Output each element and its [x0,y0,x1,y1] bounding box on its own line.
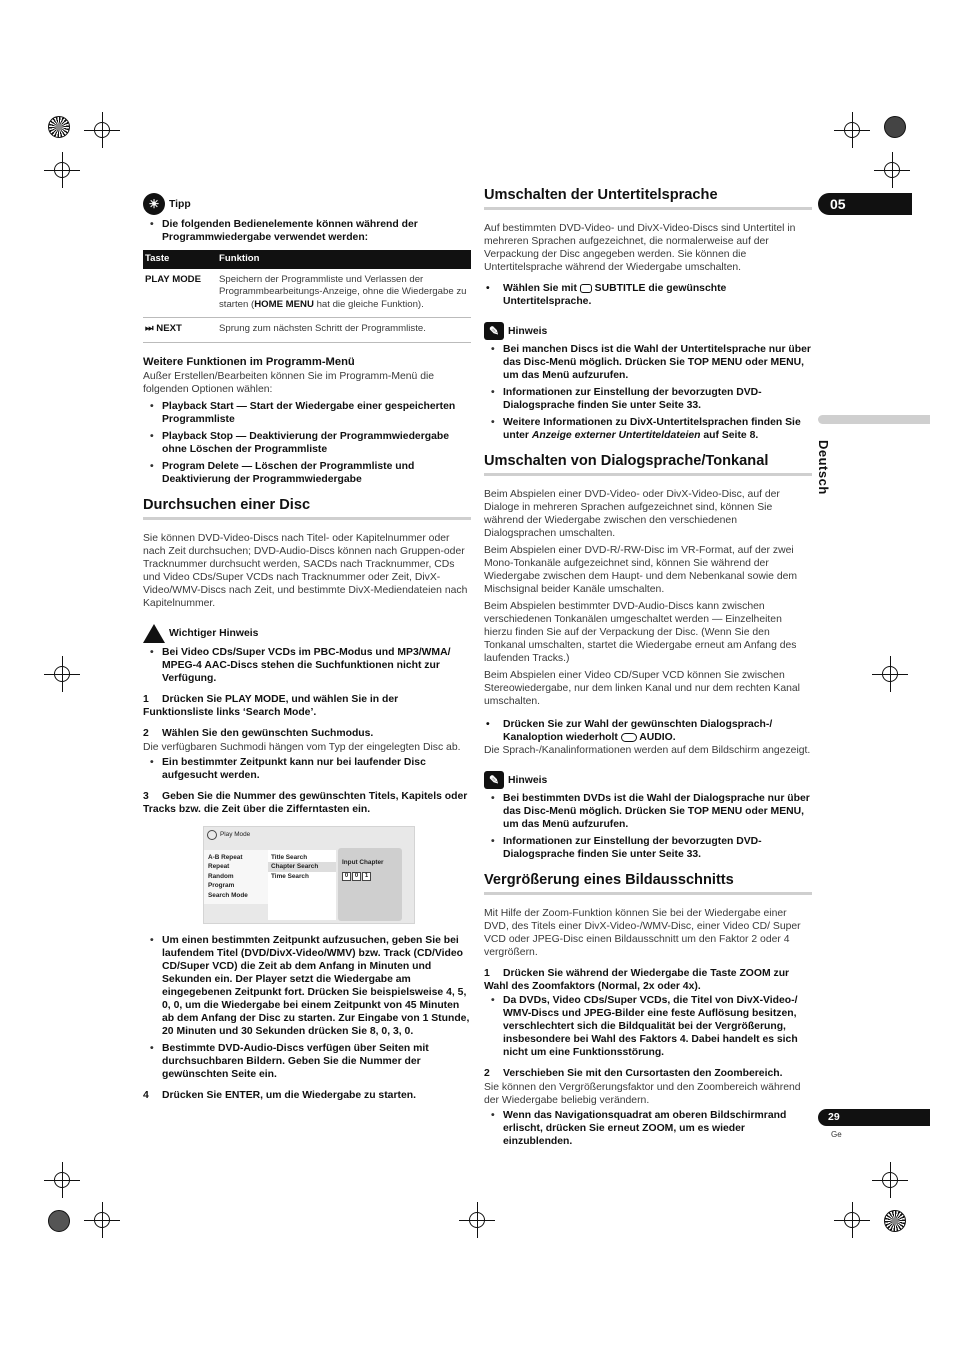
screen-title: Play Mode [207,830,250,840]
paragraph: Sie können den Vergrößerungsfaktor und den Zoombereich während der Wiedergabe beliebig verändern. [484,1082,801,1106]
list-item: • Bei manchen Discs ist die Wahl der Untertitelsprache nur über das Disc-Menü möglich. Drücken Sie TOP MENU oder MENU, um das Menü aufzurufen. [484,343,812,382]
language-tab-bar [818,415,930,424]
list-item: • Weitere Informationen zu DivX-Untertitelsprachen finden Sie unter Anzeige externer Untertiteldateien auf Seite 8. [484,416,812,442]
paragraph: Beim Abspielen einer DVD-Video- oder DivX-Video-Disc, auf der Dialoge in mehreren Sprachen aufgezeichnet sind, können Sie während der Wiedergabe zwischen den verschiedenen Dialogsprachen umschalten. [484,489,780,539]
digit-box: 0 [352,872,361,881]
registration-rosette [884,116,906,138]
digit-box: 0 [342,872,351,881]
crop-mark-bottom-center [459,1202,495,1238]
page-language-code: Ge [831,1130,842,1139]
step-2: 2 Wählen Sie den gewünschten Suchmodus. [143,727,374,739]
paragraph: Beim Abspielen bestimmter DVD-Audio-Discs kann zwischen verschiedenen Tonkanälen umgeschaltet werden — Einzelheiten hierzu finden Sie auf der Verpackung der Disc. (Wenn Sie den Tonkanal umschalten, startet die Wiedergabe erneut am Anfang des laufenden Tracks.) [484,601,797,664]
tip-list [143,218,471,244]
crop-mark-top-left-2 [44,152,80,188]
menu-item: A-B Repeat [208,853,243,861]
menu-item: Program [208,882,235,889]
play-mode-screen [203,826,415,924]
note-label: Hinweis [508,774,548,786]
screen-submenu [268,850,336,920]
audio-icon [621,733,637,742]
section-subheading: Weitere Funktionen im Programm-Menü [143,355,355,368]
table-row [143,318,471,343]
note-list [484,343,812,442]
instruction: • Drücken Sie zur Wahl der gewünschten Dialogsprach-/ Kanaloption wiederholt AUDIO. [484,718,812,744]
section-heading: Vergrößerung eines Bildausschnitts [484,871,812,895]
list-item: • Bei Video CDs/Super VCDs im PBC-Modus und MP3/WMA/ MPEG-4 AAC-Discs stehen die Suchfunktionen nicht zur Verfügung. [143,646,471,685]
list-item: • Program Delete — Löschen der Programmliste und Deaktivierung der Programmwiedergabe [143,460,471,486]
submenu-item-selected: Chapter Search [268,862,336,872]
table-function: Speichern der Programmliste und Verlassen der Programmbearbeitungs-Anzeige, ohne die Wiedergabe zu starten (HOME MENU hat die gleiche Funktion). [217,269,471,318]
crop-mark-top-right [834,112,870,148]
screen-menu [204,850,268,904]
pencil-icon: ✎ [484,322,504,340]
paragraph: Sie können DVD-Video-Discs nach Titel- oder Kapitelnummer oder nach Zeit durchsuchen; DVD-Audio-Discs können nach Gruppen-oder Tracknummer durchsucht werden, SACDs nach Tracknummer, CDs und Video CDs/Super VCDs nach Tracknummer oder Zeit, DivX-Video/WMV-Discs nach Zeit, und bestimmte DivX-Mediendateien nach Kapitelnummer. [143,532,468,609]
list-item: • Um einen bestimmten Zeitpunkt aufzusuchen, geben Sie bei laufendem Titel (DVD/DivX-Video/WMV) bzw. Track (CD/Video CD/Super VCD) die Zeit ab dem Anfang in Minuten und Sekunden ein. Der Player setzt die Wiedergabe am eingegebenen Zeitpunkt fort. Drücken Sie beispielsweise 4, 5, 0, 0, um die Wiedergabe bei einem Zeitpunkt von 45 Minuten ab dem Anfang der Disc zu starten. Zur Eingabe von 1 Stunde, 20 Minuten und 30 Sekunden drücken Sie 8, 0, 3, 0. [143,934,471,1038]
crop-mark-bottom-right-2 [872,1162,908,1198]
left-column [143,193,471,1103]
controls-table [143,250,471,343]
registration-rosette [884,1210,906,1232]
paragraph: Die verfügbaren Suchmodi hängen vom Typ der eingelegten Disc ab. [143,741,461,753]
note-heading [484,771,812,789]
crop-mark-top-right-2 [874,152,910,188]
crop-mark-top-left [84,112,120,148]
crop-mark-bottom-left [44,1162,80,1198]
paragraph: Die Sprach-/Kanalinformationen werden auf dem Bildschirm angezeigt. [484,745,811,756]
list-item: • Informationen zur Einstellung der bevorzugten DVD-Dialogsprache finden Sie unter Seite 33. [484,386,812,412]
paragraph: Beim Abspielen einer Video CD/Super VCD können Sie zwischen Stereowiedergabe, nur dem linken Kanal und nur dem rechten Kanal umschalten. [484,670,800,707]
table-key: ⏭ NEXT [143,318,217,343]
note-list [484,792,812,861]
language-label: Deutsch [816,440,831,495]
search-notes [143,934,471,1081]
tip-heading [143,193,471,215]
table-key: PLAY MODE [143,269,217,318]
table-header-key: Taste [143,250,217,269]
list-item: • Playback Stop — Deaktivierung der Programmwiedergabe ohne Löschen der Programmliste [143,430,471,456]
digit-box: 1 [362,872,371,881]
submenu-item: Time Search [271,872,309,880]
section-heading: Durchsuchen einer Disc [143,496,471,520]
tip-intro: • Die folgenden Bedienelemente können während der Programmwiedergabe verwendet werden: [143,218,471,244]
menu-item: Random [208,872,234,880]
list-item: • Playback Start — Start der Wiedergabe einer gespeicherten Programmliste [143,400,471,426]
table-header-function: Funktion [217,250,471,269]
step-4: 4 Drücken Sie ENTER, um die Wiedergabe zu starten. [143,1089,416,1101]
step-2-list [143,756,471,782]
page-number: 29 [818,1109,930,1126]
menu-item: Search Mode [208,891,248,899]
paragraph: Auf bestimmten DVD-Video- und DivX-Video-Discs sind Untertitel in mehreren Sprachen aufgezeichnet, die normalerweise auf der Verpackung der Disc angegeben werden. Sie können die Untertitelsprache während der Wiedergabe umschalten. [484,223,796,273]
warning-list [143,646,471,685]
panel-label: Input Chapter [342,858,384,866]
disc-icon [207,830,217,840]
lightbulb-icon: ☀ [143,193,165,215]
crop-mark-bottom-left-2 [84,1202,120,1238]
step-2-list [484,1109,812,1148]
note-heading [484,322,812,340]
crop-mark-mid-right [872,656,908,692]
table-function: Sprung zum nächsten Schritt der Programmliste. [217,318,471,343]
paragraph: Beim Abspielen einer DVD-R/-RW-Disc im VR-Format, auf der zwei Mono-Tonkanäle aufgezeichnet sind, können Sie während der Wiedergabe zwischen dem Haupt- und dem Nebenkanal sowie dem Mischsignal beider Kanäle umschalten. [484,545,798,595]
menu-item: Repeat [208,863,230,870]
subtitle-icon [580,284,592,293]
chapter-tab: 05 [818,193,912,215]
submenu-item: Title Search [271,853,308,861]
table-row [143,269,471,318]
instruction: • Wählen Sie mit SUBTITLE die gewünschte Untertitelsprache. [484,282,812,308]
step-3: 3 Geben Sie die Nummer des gewünschten Titels, Kapitels oder Tracks bzw. die Zeit über die Zifferntasten ein. [143,790,468,815]
pencil-icon: ✎ [484,771,504,789]
section-heading: Umschalten der Untertitelsprache [484,186,812,210]
step-1: 1 Drücken Sie PLAY MODE, und wählen Sie in der Funktionsliste links ‘Search Mode’. [143,693,399,718]
warning-heading [143,624,471,643]
paragraph: Außer Erstellen/Bearbeiten können Sie im Programm-Menü die folgenden Optionen wählen: [143,370,435,395]
warning-label: Wichtiger Hinweis [169,627,259,639]
paragraph: Mit Hilfe der Zoom-Funktion können Sie bei der Wiedergabe einer DVD, des Titels einer DivX-Video-/WMV-Disc, einer Video CD/ Super VCD oder JPEG-Disc einen Bildausschnitt um den Faktor 2 oder 4 vergrößern. [484,908,801,958]
digit-boxes [342,872,402,881]
step-1: 1 Drücken Sie während der Wiedergabe die Taste ZOOM zur Wahl des Zoomfaktors (Normal, 2x oder 4x). [484,968,790,992]
section-heading: Umschalten von Dialogsprache/Tonkanal [484,452,812,476]
crop-mark-mid-left [44,656,80,692]
options-list [143,400,471,486]
list-item: • Wenn das Navigationsquadrat am oberen Bildschirmrand erlischt, drücken Sie erneut ZOOM, um es wieder einzublenden. [484,1109,812,1148]
list-item: • Informationen zur Einstellung der bevorzugten DVD-Dialogsprache finden Sie unter Seite 33. [484,835,812,861]
registration-rosette [48,116,70,138]
registration-rosette [48,1210,70,1232]
tip-label: Tipp [169,198,191,210]
warning-icon [143,624,165,643]
step-2: 2 Verschieben Sie mit den Cursortasten den Zoombereich. [484,1068,783,1079]
list-item: • Bestimmte DVD-Audio-Discs verfügen über Seiten mit durchsuchbaren Bildern. Geben Sie die Nummer der gewünschten Seite ein. [143,1042,471,1081]
input-panel [338,848,402,921]
note-label: Hinweis [508,325,548,337]
list-item: • Ein bestimmter Zeitpunkt kann nur bei laufender Disc aufgesucht werden. [143,756,471,782]
list-item: • Bei bestimmten DVDs ist die Wahl der Dialogsprache nur über das Disc-Menü möglich. Drücken Sie TOP MENU oder MENU, um das Menü aufzurufen. [484,792,812,831]
step-1-list [484,994,812,1059]
list-item: • Da DVDs, Video CDs/Super VCDs, die Titel von DivX-Video-/ WMV-Discs und JPEG-Bilder eine feste Auflösung besitzen, verschlechtert sich die Bildqualität bei der Vergrößerung, insbesondere bei Wahl des Faktors 4. Dabei handelt es sich nicht um eine Funktionsstörung. [484,994,812,1059]
crop-mark-bottom-right [834,1202,870,1238]
right-column [484,186,812,1152]
